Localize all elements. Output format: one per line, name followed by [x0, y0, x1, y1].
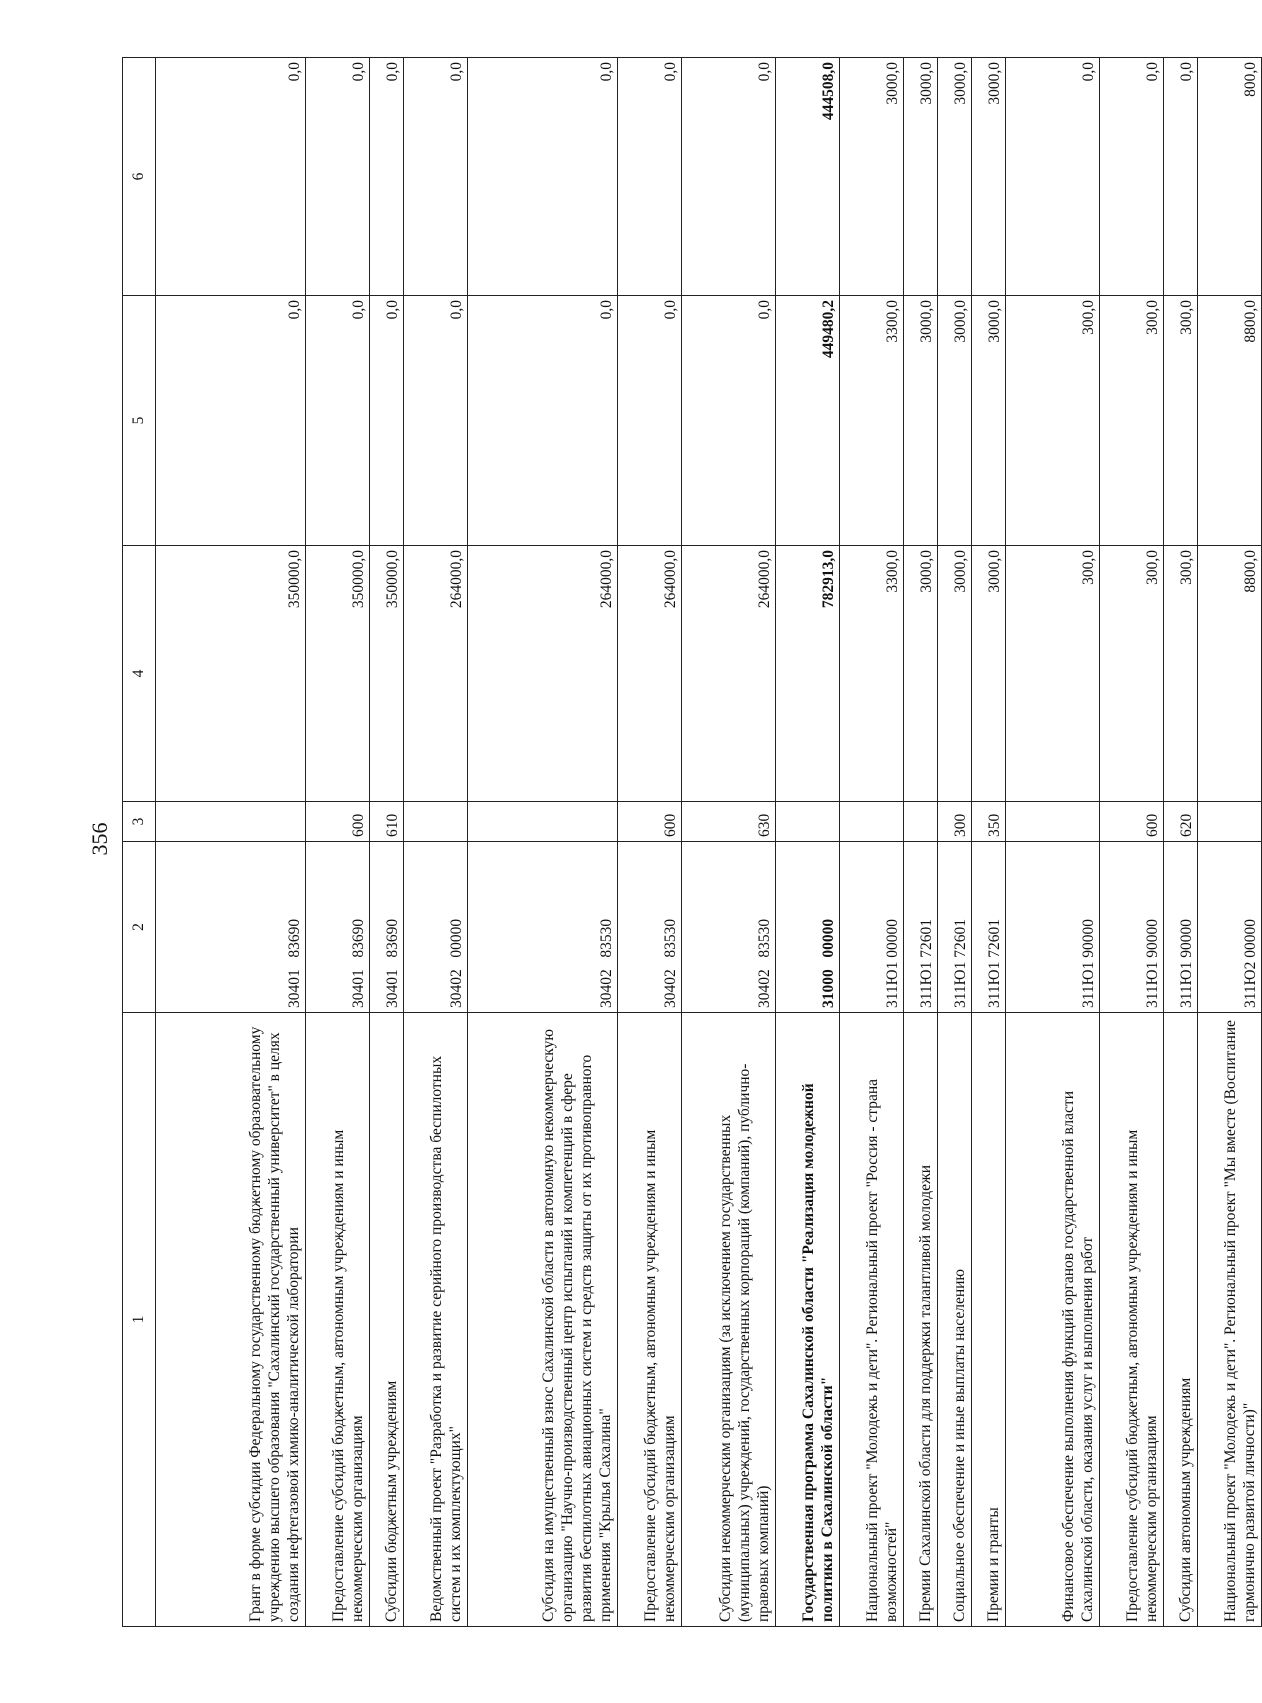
- row-vr: 630: [682, 802, 776, 842]
- table-row: [1164, 58, 1198, 1627]
- row-code: 31000 00000: [776, 842, 840, 1013]
- row-name: Государственная программа Сахалинской области "Реализация молодежной политики в Сахалинской области": [776, 1013, 840, 1627]
- row-sum-col4: 264000,0: [468, 546, 618, 802]
- row-sum-col6: 0,0: [618, 58, 682, 296]
- row-vr: [904, 802, 938, 842]
- row-name: Субсидии автономным учреждениям: [1164, 1013, 1198, 1627]
- table-row: [1100, 58, 1164, 1627]
- row-name: Премии Сахалинской области для поддержки талантливой молодежи: [904, 1013, 938, 1627]
- row-sum-col6: 0,0: [404, 58, 468, 296]
- row-name: Субсидии некоммерческим организациям (за исключением государственных (муниципальных) учреждений, государственных корпораций (компаний), публично-правовых компаний): [682, 1013, 776, 1627]
- row-code: 311Ю1 00000: [840, 842, 904, 1013]
- table-row: [306, 58, 370, 1627]
- table-row: [972, 58, 1006, 1627]
- row-sum-col4: 8800,0: [1198, 546, 1262, 802]
- table-row: [938, 58, 972, 1627]
- table-row: [1198, 58, 1262, 1627]
- table-row: [682, 58, 776, 1627]
- row-code: 30401 83690: [370, 842, 404, 1013]
- row-sum-col5: 3000,0: [972, 296, 1006, 546]
- row-code: 30401 83690: [306, 842, 370, 1013]
- row-vr: [468, 802, 618, 842]
- row-sum-col4: 3000,0: [938, 546, 972, 802]
- row-vr: [840, 802, 904, 842]
- row-name: Предоставление субсидий бюджетным, автономным учреждениям и иным некоммерческим организациям: [1100, 1013, 1164, 1627]
- row-sum-col4: 300,0: [1100, 546, 1164, 802]
- row-sum-col5: 0,0: [370, 296, 404, 546]
- row-sum-col6: 0,0: [1006, 58, 1100, 296]
- row-sum-col6: 0,0: [1100, 58, 1164, 296]
- row-sum-col5: 0,0: [618, 296, 682, 546]
- row-sum-col5: 0,0: [156, 296, 306, 546]
- row-vr: [1006, 802, 1100, 842]
- row-name: Премии и гранты: [972, 1013, 1006, 1627]
- table-row: [904, 58, 938, 1627]
- column-header: 6: [123, 58, 156, 296]
- row-sum-col4: 3000,0: [904, 546, 938, 802]
- row-name: Ведомственный проект "Разработка и развитие серийного производства беспилотных систем и их комплектующих": [404, 1013, 468, 1627]
- row-name: Национальный проект "Молодежь и дети". Региональный проект "Мы вместе (Воспитание гармонично развитой личности)": [1198, 1013, 1262, 1627]
- row-code: 311Ю1 72601: [972, 842, 1006, 1013]
- row-sum-col6: 3000,0: [972, 58, 1006, 296]
- rotated-table-container: [122, 58, 1259, 1627]
- table-row: [776, 58, 840, 1627]
- row-sum-col4: 264000,0: [682, 546, 776, 802]
- row-name: Грант в форме субсидии Федеральному государственному бюджетному образовательному учреждению высшего образования "Сахалинский государственный университет" в целях создания нефтегазовой химико-аналитической лаборатории: [156, 1013, 306, 1627]
- row-sum-col6: 3000,0: [840, 58, 904, 296]
- header-row: [123, 58, 156, 1627]
- row-sum-col6: 0,0: [468, 58, 618, 296]
- row-sum-col6: 0,0: [156, 58, 306, 296]
- row-name: Финансовое обеспечение выполнения функций органов государственной власти Сахалинской области, оказания услуг и выполнения работ: [1006, 1013, 1100, 1627]
- row-sum-col5: 3300,0: [840, 296, 904, 546]
- row-sum-col6: 0,0: [1164, 58, 1198, 296]
- row-sum-col6: 800,0: [1198, 58, 1262, 296]
- row-code: 30401 83690: [156, 842, 306, 1013]
- row-sum-col5: 0,0: [682, 296, 776, 546]
- row-sum-col4: 300,0: [1006, 546, 1100, 802]
- row-vr: 300: [938, 802, 972, 842]
- column-header: 3: [123, 802, 156, 842]
- row-sum-col5: 0,0: [306, 296, 370, 546]
- row-vr: 610: [370, 802, 404, 842]
- row-sum-col4: 782913,0: [776, 546, 840, 802]
- row-sum-col4: 264000,0: [618, 546, 682, 802]
- row-sum-col6: 0,0: [682, 58, 776, 296]
- row-sum-col5: 3000,0: [904, 296, 938, 546]
- column-header: 5: [123, 296, 156, 546]
- table-row: [404, 58, 468, 1627]
- row-code: 311Ю1 72601: [904, 842, 938, 1013]
- row-sum-col5: 300,0: [1164, 296, 1198, 546]
- row-code: 311Ю1 72601: [938, 842, 972, 1013]
- row-sum-col5: 449480,2: [776, 296, 840, 546]
- row-sum-col6: 0,0: [370, 58, 404, 296]
- row-sum-col6: 3000,0: [904, 58, 938, 296]
- row-vr: 350: [972, 802, 1006, 842]
- row-code: 311Ю1 90000: [1100, 842, 1164, 1013]
- row-sum-col6: 444508,0: [776, 58, 840, 296]
- row-sum-col4: 350000,0: [370, 546, 404, 802]
- table-row: [1006, 58, 1100, 1627]
- row-sum-col4: 3300,0: [840, 546, 904, 802]
- table-row: [618, 58, 682, 1627]
- table-row: [370, 58, 404, 1627]
- row-vr: 600: [618, 802, 682, 842]
- budget-table: [122, 57, 1262, 1627]
- row-code: 311Ю2 00000: [1198, 842, 1262, 1013]
- row-sum-col4: 264000,0: [404, 546, 468, 802]
- row-sum-col5: 300,0: [1006, 296, 1100, 546]
- row-vr: 600: [306, 802, 370, 842]
- row-sum-col4: 3000,0: [972, 546, 1006, 802]
- row-code: 30402 83530: [618, 842, 682, 1013]
- row-code: 311Ю1 90000: [1006, 842, 1100, 1013]
- row-name: Предоставление субсидий бюджетным, автономным учреждениям и иным некоммерческим организациям: [618, 1013, 682, 1627]
- column-header: 4: [123, 546, 156, 802]
- row-sum-col5: 8800,0: [1198, 296, 1262, 546]
- row-name: Субсидии бюджетным учреждениям: [370, 1013, 404, 1627]
- table-row: [156, 58, 306, 1627]
- row-vr: [776, 802, 840, 842]
- row-name: Предоставление субсидий бюджетным, автономным учреждениям и иным некоммерческим организациям: [306, 1013, 370, 1627]
- row-sum-col4: 300,0: [1164, 546, 1198, 802]
- row-vr: 620: [1164, 802, 1198, 842]
- row-code: 30402 00000: [404, 842, 468, 1013]
- row-code: 30402 83530: [468, 842, 618, 1013]
- row-sum-col6: 0,0: [306, 58, 370, 296]
- table-row: [840, 58, 904, 1627]
- row-name: Национальный проект "Молодежь и дети". Региональный проект "Россия - страна возможностей": [840, 1013, 904, 1627]
- row-sum-col6: 3000,0: [938, 58, 972, 296]
- row-code: 311Ю1 90000: [1164, 842, 1198, 1013]
- row-vr: 600: [1100, 802, 1164, 842]
- page-number: 356: [87, 822, 112, 856]
- column-header: 2: [123, 842, 156, 1013]
- row-sum-col4: 350000,0: [156, 546, 306, 802]
- row-name: Социальное обеспечение и иные выплаты населению: [938, 1013, 972, 1627]
- row-vr: [1198, 802, 1262, 842]
- row-sum-col5: 3000,0: [938, 296, 972, 546]
- table-row: [468, 58, 618, 1627]
- row-sum-col5: 0,0: [468, 296, 618, 546]
- row-sum-col5: 300,0: [1100, 296, 1164, 546]
- row-code: 30402 83530: [682, 842, 776, 1013]
- column-header: 1: [123, 1013, 156, 1627]
- row-sum-col5: 0,0: [404, 296, 468, 546]
- row-vr: [156, 802, 306, 842]
- row-sum-col4: 350000,0: [306, 546, 370, 802]
- row-name: Субсидия на имущественный взнос Сахалинской области в автономную некоммерческую организацию "Научно-производственный центр испытаний и компетенций в сфере развития беспилотных авиационных систем и средств защиты от их противоправного применения "Крылья Сахалина": [468, 1013, 618, 1627]
- row-vr: [404, 802, 468, 842]
